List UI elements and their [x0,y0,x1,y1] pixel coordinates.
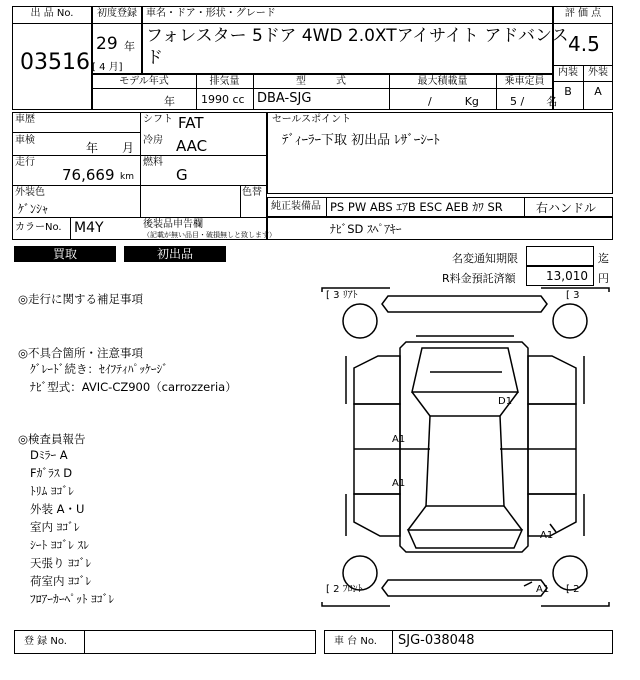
chassis-no-label: 車 台 No. [334,636,377,647]
inspector-line: 外装 A・U [30,502,85,516]
corner-label-front-right: [ 2 [566,584,580,595]
reg-year: 29 [96,34,118,54]
car-diagram-svg [318,286,613,608]
inspector-line: ｼｰﾄ ﾖｺﾞﾚ ｽﾚ [30,538,90,552]
defect-line: ﾅﾋﾞ型式：AVIC-CZ900（carrozzeria） [30,380,237,394]
reg-year-unit: 年 [124,40,135,53]
car-damage-diagram [318,286,613,608]
shift-label: シフト [143,114,173,125]
ext-color-value: ｹﾞﾝｼｬ [18,202,49,216]
type-value: DBA-SJG [257,91,312,106]
ac-value: AAC [176,137,208,155]
color-no-label: カラーNo. [15,222,62,233]
inspector-line: 荷室内 ﾖｺﾞﾚ [30,574,92,588]
defects-title: ◎不具合箇所・注意事項 [18,346,144,360]
history-label: 車歴 [15,114,35,125]
ext-color-label: 外装色 [15,187,45,198]
name-change-unit: 迄 [598,252,609,265]
registration-no-label: 登 録 No. [24,636,67,647]
inspector-line: ﾄﾘﾑ ﾖｺﾞﾚ [30,484,74,498]
mileage-label: 走行 [15,157,35,168]
displacement-label: 排気量 [209,76,240,87]
aftermarket-value: ﾅﾋﾞSD ｽﾍﾟｱｷｰ [330,222,402,236]
exterior-label: 外装 [588,67,608,78]
color-change-label: 色替 [242,187,262,198]
steering-value: 右ハンドル [536,201,597,215]
lot-no-label: 出 品 No. [30,8,74,19]
damage-mark-a1-front: A1 [536,584,550,595]
damage-mark-a1-left-bottom: A1 [392,478,406,489]
car-name: フォレスター 5ドア 4WD 2.0XTアイサイト アドバンス [146,26,569,46]
genuine-label: 純正装備品 [271,201,321,212]
driving-notes-title: ◎走行に関する補足事項 [18,292,144,306]
chassis-no-value: SJG-038048 [398,633,475,648]
shift-value: FAT [178,114,204,132]
interior-grade: B [564,85,572,98]
sales-point-label: セールスポイント [272,114,352,125]
inspector-line: 室内 ﾖｺﾞﾚ [30,520,80,534]
color-no-value: M4Y [74,220,104,236]
damage-mark-a1-left-top: A1 [392,434,406,445]
corner-label-rear-left: [ 3 ﾘｱﾄ [326,290,358,301]
inspector-line: 天張り ﾖｺﾞﾚ [30,556,92,570]
fuel-label: 燃料 [143,157,163,168]
capacity-value: 5 / 名 [510,95,558,108]
recycle-unit: 円 [598,272,609,285]
car-name-continued: ド [146,48,163,68]
inspector-line: Dﾐﾗｰ A [30,448,68,462]
genuine-value: PS PW ABS ｴｱB ESC AEB ｶﾜ SR [330,200,503,214]
damage-mark-a1-right: A1 [540,530,554,541]
displacement-value: 1990 cc [201,93,245,106]
grade-label: 評 価 点 [564,8,602,19]
ac-label: 冷房 [143,135,163,146]
lot-number: 03516 [20,50,90,75]
first-reg-label: 初度登録 [97,8,137,19]
capacity-label: 乗車定員 [504,76,545,87]
aftermarket-note: （記載が無い品目・破損無しと致します） [143,231,276,239]
name-change-label: 名変通知期限 [452,252,518,265]
fuel-value: G [176,166,188,184]
inspection-month-unit: 月 [122,141,135,155]
model-year-label: モデル年式 [119,76,169,87]
damage-mark-d1: D1 [498,396,513,407]
defect-line: ｸﾞﾚｰﾄﾞ続き：ｾｲﾌﾃｨﾊﾟｯｹｰｼﾞ [30,362,168,376]
recycle-amount: 13,010 [546,269,588,283]
type-label: 型 式 [296,76,346,87]
name-change-box [526,246,594,266]
first-listing-label: 初出品 [124,246,226,262]
interior-label: 内装 [558,67,578,78]
model-year-unit: 年 [164,95,175,108]
inspector-line: Fｶﾞﾗｽ D [30,466,73,480]
inspection-year-unit: 年 [86,141,99,155]
recycle-label: R料金預託済額 [442,272,516,285]
inspection-label: 車検 [15,135,35,146]
reg-month: [ 4 月] [92,62,123,73]
buy-label: 買取 [14,246,116,262]
mileage-unit: km [120,172,134,182]
car-name-label: 車名・ドア・形状・グレード [146,8,276,19]
mileage-value: 76,669 [62,166,115,184]
corner-label-front-left: [ 2 ﾌﾛﾝﾄ [326,584,363,595]
inspector-report-title: ◎検査員報告 [18,432,86,446]
corner-label-rear-right: [ 3 [566,290,580,301]
max-load-label: 最大積載量 [417,76,468,87]
sales-point-text: ﾃﾞｨｰﾗｰ下取 初出品 ﾚｻﾞｰｼｰﾄ [282,133,440,148]
aftermarket-label: 後装品申告欄 [143,219,203,230]
aftermarket-row [267,217,613,240]
exterior-grade: A [594,85,602,98]
grade-value: 4.5 [568,32,600,56]
max-load-value: / Kg [428,95,479,108]
inspector-line: ﾌﾛｱｰｶｰﾍﾟｯﾄ ﾖｺﾞﾚ [30,592,115,606]
